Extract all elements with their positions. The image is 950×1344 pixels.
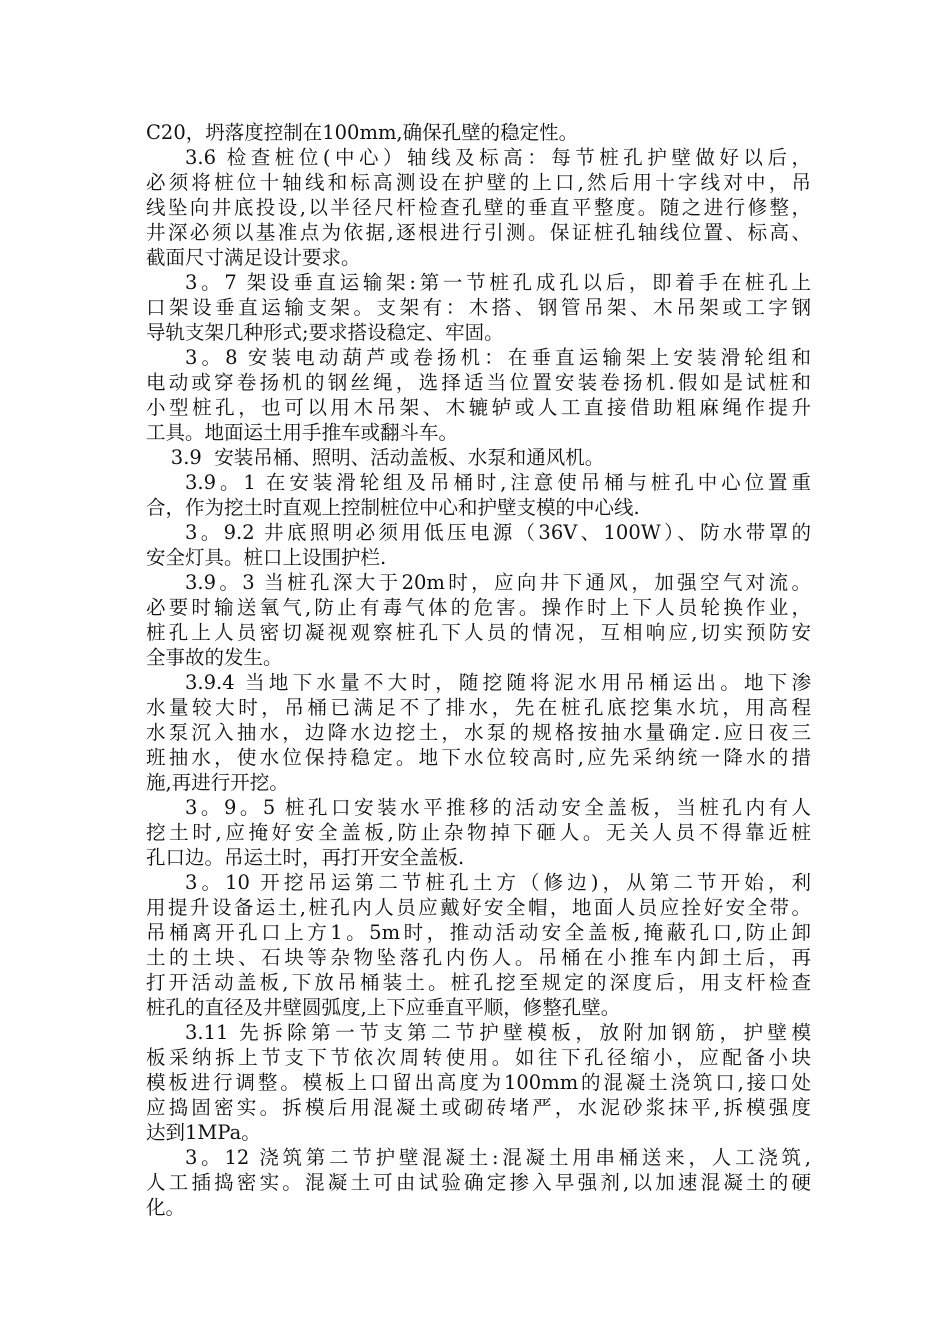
text-line: 应捣固密实。拆模后用混凝土或砌砖堵严，水泥砂浆抹平,拆模强度 — [146, 1096, 811, 1119]
text-line: 必要时输送氧气,防止有毒气体的危害。操作时上下人员轮换作业， — [146, 596, 811, 619]
text-line: 井深必须以基准点为依据,逐根进行引测。保证桩孔轴线位置、标高、 — [146, 221, 811, 244]
text-line: 打开活动盖板,下放吊桶装土。桩孔挖至规定的深度后，用支杆检查 — [146, 971, 811, 994]
text-line: 小型桩孔，也可以用木吊架、木辘轳或人工直接借助粗麻绳作提升 — [146, 396, 811, 419]
text-line: 化。 — [146, 1196, 186, 1219]
text-line: 口架设垂直运输支架。支架有：木搭、钢管吊架、木吊架或工字钢 — [146, 296, 811, 319]
text-line: 水量较大时，吊桶已满足不了排水，先在桩孔底挖集水坑，用高程 — [146, 696, 811, 719]
text-line: 3。9。5 桩孔口安装水平推移的活动安全盖板，当桩孔内有人 — [185, 796, 811, 819]
text-line: 桩孔上人员密切凝视观察桩孔下人员的情况，互相响应,切实预防安 — [146, 621, 811, 644]
text-line: 班抽水，使水位保持稳定。地下水位较高时,应先采纳统一降水的措 — [146, 746, 811, 769]
text-line: 工具。地面运土用手推车或翻斗车。 — [146, 421, 459, 444]
text-line: 桩孔的直径及井壁圆弧度,上下应垂直平顺，修整孔壁。 — [146, 996, 621, 1019]
text-line: 线坠向井底投设,以半径尺杆检查孔壁的垂直平整度。随之进行修整， — [146, 196, 811, 219]
text-line: 用提升设备运土,桩孔内人员应戴好安全帽，地面人员应拴好安全带。 — [146, 896, 811, 919]
text-line: 土的土块、石块等杂物坠落孔内伤人。吊桶在小推车内卸土后，再 — [146, 946, 811, 969]
text-line: 3.9.4 当地下水量不大时，随挖随将泥水用吊桶运出。地下渗 — [185, 671, 811, 694]
text-line: 3。10 开挖吊运第二节桩孔土方（修边)，从第二节开始，利 — [185, 871, 811, 894]
text-line: 模板进行调整。模板上口留出高度为100mm的混凝土浇筑口,接口处 — [146, 1071, 811, 1094]
text-line: 挖土时,应掩好安全盖板,防止杂物掉下砸人。无关人员不得靠近桩 — [146, 821, 811, 844]
text-line: 板采纳拆上节支下节依次周转使用。如往下孔径缩小，应配备小块 — [146, 1046, 811, 1069]
document-body — [146, 120, 811, 1220]
text-line: 电动或穿卷扬机的钢丝绳，选择适当位置安装卷扬机.假如是试桩和 — [146, 371, 811, 394]
text-line: 合，作为挖土时直观上控制桩位中心和护壁支模的中心线. — [146, 496, 640, 519]
text-line: 3。7 架设垂直运输架:第一节桩孔成孔以后，即着手在桩孔上 — [185, 271, 811, 294]
text-line: 孔口边。吊运土时，再打开安全盖板. — [146, 846, 465, 869]
text-line: 安全灯具。桩口上设围护栏. — [146, 546, 387, 569]
text-line: C20，坍落度控制在100mm,确保孔壁的稳定性。 — [146, 121, 579, 144]
text-line: 施,再进行开挖。 — [146, 771, 289, 794]
text-line: 必须将桩位十轴线和标高测设在护壁的上口,然后用十字线对中，吊 — [146, 171, 811, 194]
text-line: 导轨支架几种形式;要求搭设稳定、牢固。 — [146, 321, 504, 344]
text-line: 截面尺寸满足设计要求。 — [146, 246, 361, 269]
text-line: 水泵沉入抽水，边降水边挖土，水泵的规格按抽水量确定.应日夜三 — [146, 721, 811, 744]
text-line: 3.9。1 在安装滑轮组及吊桶时,注意使吊桶与桩孔中心位置重 — [185, 471, 811, 494]
text-line: 3.6 检查桩位(中心）轴线及标高：每节桩孔护壁做好以后， — [185, 146, 811, 169]
text-line: 达到1MPa。 — [146, 1121, 261, 1144]
text-line: 3.9。3 当桩孔深大于20m时，应向井下通风，加强空气对流。 — [185, 571, 811, 594]
text-line: 人工插捣密实。混凝土可由试验确定掺入早强剂,以加速混凝土的硬 — [146, 1171, 811, 1194]
text-line: 3。8 安装电动葫芦或卷扬机：在垂直运输架上安装滑轮组和 — [185, 346, 811, 369]
text-line: 3.9 安装吊桶、照明、活动盖板、水泵和通风机。 — [146, 446, 605, 469]
text-line: 3。9.2 井底照明必须用低压电源（36V、100W）、防水带罩的 — [185, 521, 811, 544]
text-line: 3。12 浇筑第二节护壁混凝土:混凝土用串桶送来，人工浇筑, — [185, 1146, 811, 1169]
text-line: 全事故的发生。 — [146, 646, 283, 669]
text-line: 3.11 先拆除第一节支第二节护壁模板，放附加钢筋，护壁模 — [185, 1021, 811, 1044]
text-line: 吊桶离开孔口上方1。5m时，推动活动安全盖板,掩蔽孔口,防止卸 — [146, 921, 811, 944]
